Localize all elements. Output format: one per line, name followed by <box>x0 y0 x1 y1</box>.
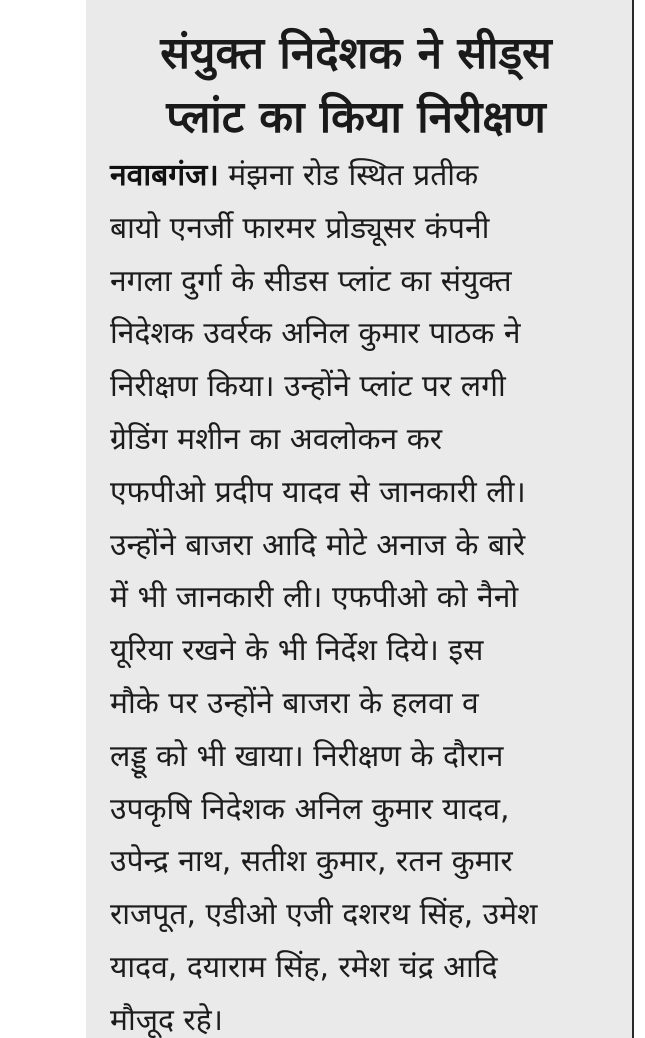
headline-line: संयुक्त निदेशक ने सीड्स <box>160 28 552 79</box>
body-line: बायो एनर्जी फारमर प्रोड्यूसर कंपनी <box>110 210 490 246</box>
body-line: राजपूत, एडीओ एजी दशरथ सिंह, उमेश <box>110 897 538 933</box>
body-line: एफपीओ प्रदीप यादव से जानकारी ली। <box>110 474 526 510</box>
dateline: नवाबगंज। <box>110 158 219 193</box>
body-line: यूरिया रखने के भी निर्देश दिये। इस <box>110 633 484 669</box>
body-line: में भी जानकारी ली। एफपीओ को नैनो <box>110 580 519 616</box>
body-line: ग्रेडिंग मशीन का अवलोकन कर <box>110 421 443 457</box>
body-line: उपकृषि निदेशक अनिल कुमार यादव, <box>110 791 510 827</box>
headline-line: प्लांट का किया निरीक्षण <box>166 92 546 143</box>
left-margin <box>0 0 86 1038</box>
body-line: उपेन्द्र नाथ, सतीश कुमार, रतन कुमार <box>110 844 513 880</box>
body-line: मौके पर उन्होंने बाजरा के हलवा व <box>110 685 479 721</box>
article-headline <box>96 22 616 150</box>
body-line: यादव, दयाराम सिंह, रमेश चंद्र आदि <box>110 949 498 985</box>
body-text: मंझना रोड स्थित प्रतीक <box>218 158 479 193</box>
body-line: लड्डू को भी खाया। निरीक्षण के दौरान <box>110 738 504 774</box>
body-line: नगला दुर्गा के सीडस प्लांट का संयुक्त <box>110 263 512 299</box>
body-line: मौजूद रहे। <box>110 1002 224 1038</box>
body-line: निरीक्षण किया। उन्होंने प्लांट पर लगी <box>110 369 506 405</box>
body-line <box>110 150 625 203</box>
body-line: निदेशक उवर्रक अनिल कुमार पाठक ने <box>110 316 521 352</box>
right-margin <box>634 0 645 1038</box>
article-body <box>110 150 625 1038</box>
body-line: उन्होंने बाजरा आदि मोटे अनाज के बारे <box>110 527 526 563</box>
